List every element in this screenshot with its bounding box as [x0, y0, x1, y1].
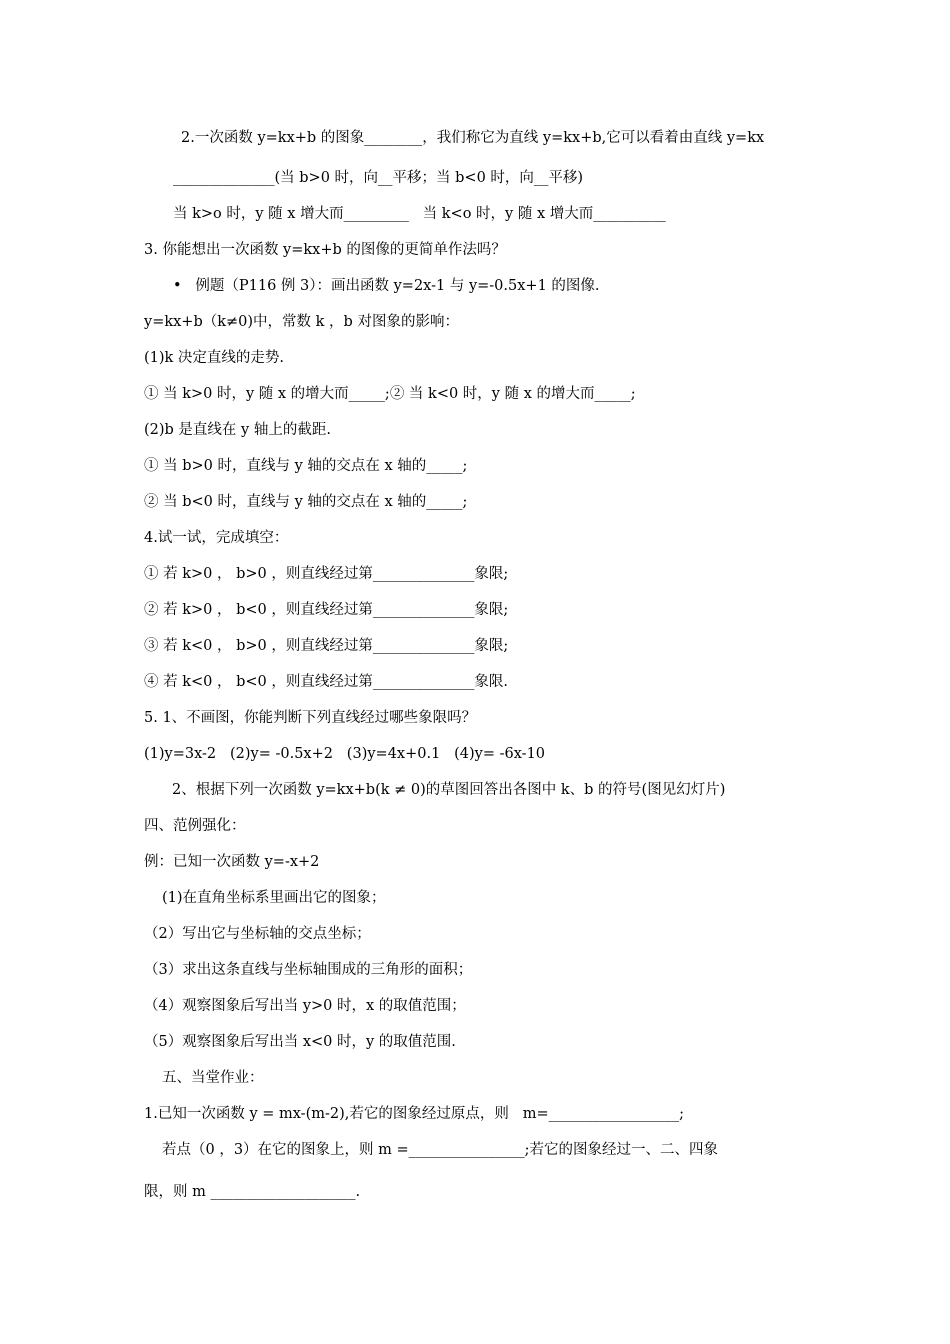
- text-line: 限，则 m ____________________.: [144, 1184, 361, 1200]
- text-line: ① 若 k>0 ， b>0 ，则直线经过第______________象限;: [144, 566, 509, 582]
- text-line: ______________(当 b>0 时，向__平移；当 b<0 时，向__平移): [173, 170, 584, 186]
- text-line: 5. 1、不画图，你能判断下列直线经过哪些象限吗？: [144, 710, 477, 726]
- text-line: ① 当 b>0 时，直线与 y 轴的交点在 x 轴的_____;: [144, 458, 468, 474]
- text-line: ② 若 k>0 ， b<0 ，则直线经过第______________象限;: [144, 602, 509, 618]
- text-line: （5）观察图象后写出当 x<0 时，y 的取值范围.: [144, 1034, 456, 1050]
- text-line: (1)在直角坐标系里画出它的图象；: [162, 890, 386, 906]
- text-line: 当 k>o 时，y 随 x 增大而_________ 当 k<o 时，y 随 x 增大而__________: [173, 206, 666, 222]
- text-line: 4.试一试，完成填空：: [144, 530, 289, 546]
- text-line: y=kx+b（k≠0)中，常数 k ，b 对图象的影响：: [144, 314, 459, 330]
- text-line: 四、范例强化：: [144, 818, 246, 834]
- text-line: 3. 你能想出一次函数 y=kx+b 的图像的更简单作法吗？: [144, 242, 506, 258]
- text-line: 1.已知一次函数 y = mx-(m-2),若它的图象经过原点，则 m=__________________;: [144, 1106, 684, 1122]
- text-line: （4）观察图象后写出当 y>0 时，x 的取值范围；: [144, 998, 466, 1014]
- text-line: (2)b 是直线在 y 轴上的截距.: [144, 422, 331, 438]
- text-line: • 例题（P116 例 3）：画出函数 y=2x-1 与 y=-0.5x+1 的图像.: [173, 278, 600, 294]
- text-line: ② 当 b<0 时，直线与 y 轴的交点在 x 轴的_____;: [144, 494, 468, 510]
- text-line: ③ 若 k<0 ， b>0 ，则直线经过第______________象限;: [144, 638, 509, 654]
- text-line: ④ 若 k<0 ， b<0 ，则直线经过第______________象限.: [144, 674, 508, 690]
- text-line: 例：已知一次函数 y=-x+2: [144, 854, 320, 870]
- text-line: 2.一次函数 y=kx+b 的图象________，我们称它为直线 y=kx+b,它可以看着由直线 y=kx: [181, 130, 765, 146]
- text-line: （3）求出这条直线与坐标轴围成的三角形的面积；: [144, 962, 473, 978]
- text-line: 五、当堂作业：: [162, 1070, 264, 1086]
- text-line: 若点（0 ，3）在它的图象上，则 m =________________;若它的图象经过一、二、四象: [162, 1142, 719, 1158]
- text-line: 2、根据下列一次函数 y=kx+b(k ≠ 0)的草图回答出各图中 k、b 的符号(图见幻灯片): [172, 782, 726, 798]
- text-line: （2）写出它与坐标轴的交点坐标；: [144, 926, 371, 942]
- text-line: (1)y=3x-2 (2)y= -0.5x+2 (3)y=4x+0.1 (4)y= -6x-10: [144, 746, 546, 762]
- text-line: (1)k 决定直线的走势.: [144, 350, 285, 366]
- text-line: ① 当 k>0 时，y 随 x 的增大而_____;② 当 k<0 时，y 随 x 的增大而_____;: [144, 386, 636, 402]
